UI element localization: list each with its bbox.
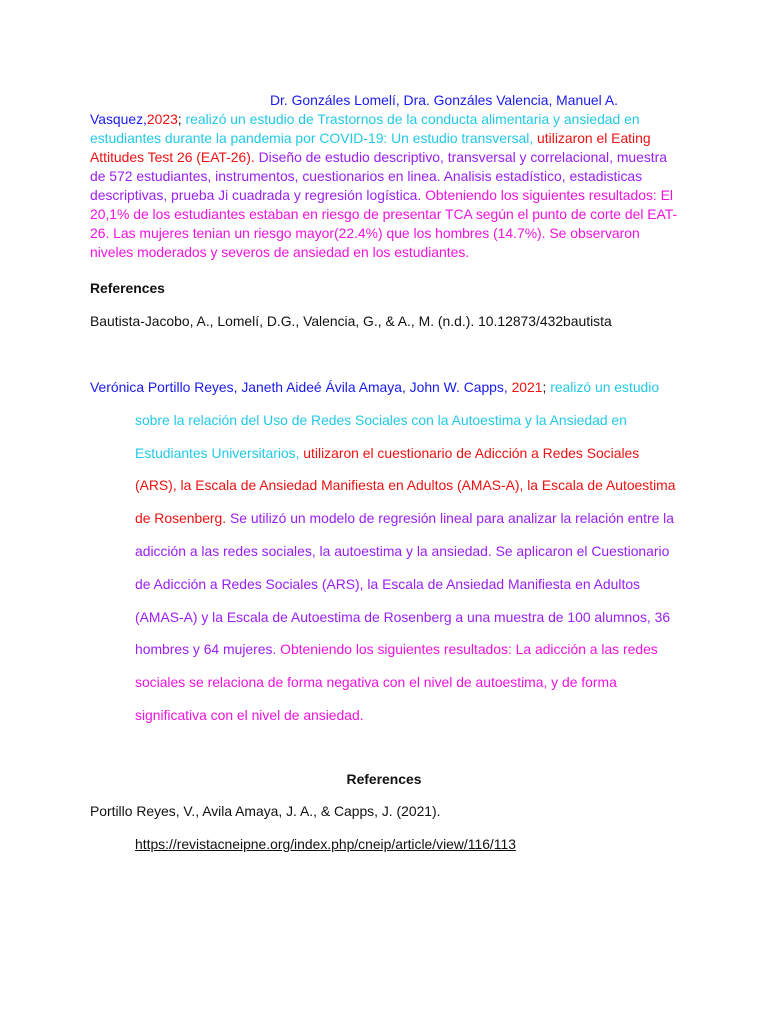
entry-2-instrument-part-1: utilizaron el cuestionario de Adicción a Redes Sociales <box>299 444 640 461</box>
entry-2-paragraph <box>90 371 680 732</box>
entry-2-line-1 <box>90 371 680 404</box>
reference-citation-1: Bautista-Jacobo, A., Lomelí, D.G., Valencia, G., & A., M. (n.d.). 10.12873/432bautista <box>90 313 612 329</box>
entry-2-method-part-4: (AMAS-A) y la Escala de Autoestima de Rosenberg a una muestra de 100 alumnos, 36 <box>135 608 671 625</box>
entry-2-study-part-3: Estudiantes Universitarios, <box>135 444 300 461</box>
entry-2-method-part-1: Se utilizó un modelo de regresión lineal para analizar la relación entre la <box>226 510 674 527</box>
entry-1-instrument: utilizaron el Eating Attitudes Test 26 (EAT-26). <box>90 130 651 165</box>
reference-link[interactable]: https://revistacneipne.org/index.php/cneip/article/view/116/113 <box>135 836 516 852</box>
entry-1-results: Obteniendo los siguientes resultados: El 20,1% de los estudiantes estaban en riesgo de presentar TCA según el punto de corte del EAT-26. Las mujeres tenian un riesgo mayor(22.4%) que los hombres (14.7%). Se observaron niveles moderados y severos de ansiedad en los estudiantes. <box>90 187 678 260</box>
entry-2-line-5 <box>90 502 680 535</box>
entry-2-semicolon: ; <box>542 379 547 395</box>
entry-2-method-part-5: hombres y 64 mujeres. <box>135 641 277 658</box>
entry-2-study-part-2: sobre la relación del Uso de Redes Sociales con la Autoestima y la Ansiedad en <box>135 411 627 428</box>
entry-1-semicolon: ; <box>177 111 182 127</box>
entry-2-method-part-2: adicción a las redes sociales, la autoestima y la ansiedad. Se aplicaron el Cuestionario <box>135 542 670 559</box>
entry-2-instrument-part-3: de Rosenberg. <box>135 510 227 527</box>
entry-1-year: 2023 <box>146 111 178 127</box>
entry-2-instrument-part-2: (ARS), la Escala de Ansiedad Manifiesta en Adultos (AMAS-A), la Escala de Autoestima <box>135 477 676 494</box>
entry-1-authors: Dr. Gonzáles Lomelí, Dra. Gonzáles Valencia, Manuel A. Vasquez, <box>90 92 618 127</box>
entry-1-paragraph <box>90 91 680 262</box>
entry-2-results-part-3: significativa con el nivel de ansiedad. <box>135 706 364 723</box>
entry-2-year: 2021 <box>507 379 543 395</box>
references-heading-1: References <box>90 280 165 296</box>
entry-2-method-part-3: de Adicción a Redes Sociales (ARS), la Escala de Ansiedad Manifiesta en Adultos <box>135 575 640 592</box>
references-heading-2: References <box>346 771 422 787</box>
entry-2-line-3 <box>90 437 680 470</box>
entry-2-authors: Verónica Portillo Reyes, Janeth Aideé Ávila Amaya, John W. Capps, <box>90 379 508 395</box>
entry-2-results-part-2: sociales se relaciona de forma negativa con el nivel de autoestima, y de forma <box>135 674 617 691</box>
entry-2-study-part-1: realizó un estudio <box>546 379 660 395</box>
entry-1-study: realizó un estudio de Trastornos de la conducta alimentaria y ansiedad en estudiantes durante la pandemia por COVID-19: Un estudio transversal, <box>90 111 640 146</box>
entry-2-results-part-1: Obteniendo los siguientes resultados: La adicción a las redes <box>276 641 658 658</box>
entry-2-line-9 <box>90 633 680 666</box>
entry-1-method: Diseño de estudio descriptivo, transversal y correlacional, muestra de 572 estudiantes, instrumentos, cuestionarios en linea. Analisis estadístico, estadisticas descriptivas, prueba Ji cuadrada y regresión logística. <box>90 149 667 203</box>
reference-citation-2: Portillo Reyes, V., Avila Amaya, J. A., & Capps, J. (2021). <box>90 803 441 819</box>
